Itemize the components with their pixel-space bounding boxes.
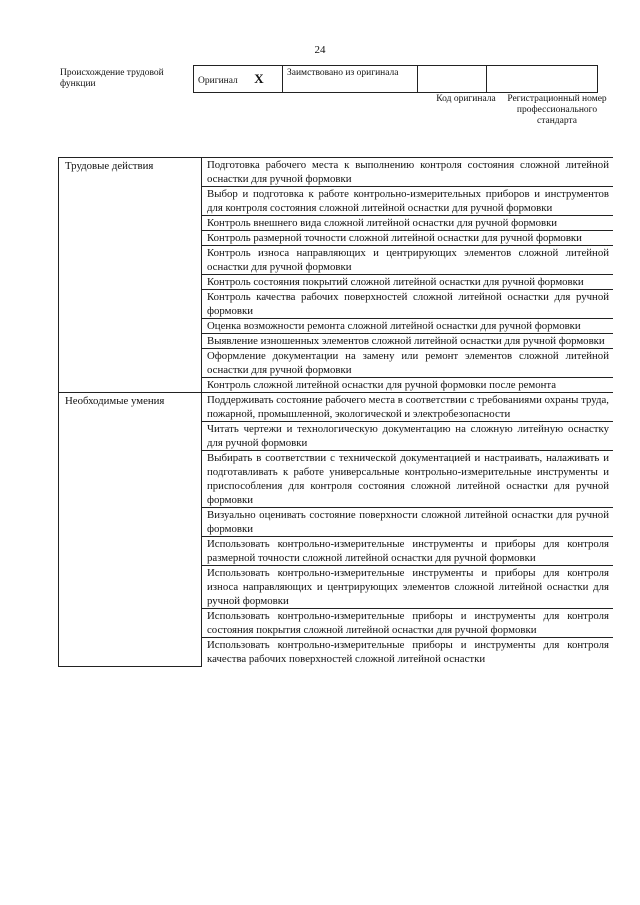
registration-caption: Регистрационный номер профессионального стандарта <box>507 94 607 126</box>
registration-number-cell <box>487 66 598 93</box>
code-caption: Код оригинала <box>436 94 496 104</box>
table-row <box>59 393 614 422</box>
section-label: Необходимые умения <box>59 393 202 667</box>
list-item: Контроль сложной литейной оснастки для ручной формовки после ремонта <box>202 378 614 393</box>
list-item: Выявление изношенных элементов сложной литейной оснастки для ручной формовки <box>202 334 614 349</box>
original-code-cell <box>418 66 487 93</box>
original-label: Оригинал <box>198 76 238 86</box>
original-mark: X <box>254 71 264 86</box>
original-cell <box>194 66 283 93</box>
borrowed-cell: Заимствовано из оригинала <box>283 66 418 93</box>
list-item: Использовать контрольно-измерительные инструменты и приборы для контроля износа направляющих и центрирующих элементов сложной литейной оснастки для ручной формовки <box>202 566 614 609</box>
list-item: Визуально оценивать состояние поверхности сложной литейной оснастки для ручной формовки <box>202 508 614 537</box>
list-item: Использовать контрольно-измерительные приборы и инструменты для контроля качества рабочих поверхностей сложной литейной оснастки <box>202 638 614 667</box>
list-item: Использовать контрольно-измерительные инструменты и приборы для контроля размерной точности сложной литейной оснастки для ручной формовки <box>202 537 614 566</box>
list-item: Оценка возможности ремонта сложной литейной оснастки для ручной формовки <box>202 319 614 334</box>
list-item: Выбирать в соответствии с технической документацией и настраивать, налаживать и подготавливать к работе универсальные контрольно-измерительные инструменты и приспособления для контроля состояния сложной литейной оснастки для ручной формовки <box>202 451 614 508</box>
list-item: Оформление документации на замену или ремонт элементов сложной литейной оснастки для ручной формовки <box>202 349 614 378</box>
list-item: Использовать контрольно-измерительные приборы и инструменты для контроля состояния покрытия сложной литейной оснастки для ручной формовки <box>202 609 614 638</box>
list-item: Контроль размерной точности сложной литейной оснастки для ручной формовки <box>202 231 614 246</box>
function-table-body <box>59 158 614 667</box>
list-item: Контроль состояния покрытий сложной литейной оснастки для ручной формовки <box>202 275 614 290</box>
list-item: Контроль внешнего вида сложной литейной оснастки для ручной формовки <box>202 216 614 231</box>
origin-label: Происхождение трудовой функции <box>60 68 164 89</box>
section-label: Трудовые действия <box>59 158 202 393</box>
list-item: Контроль качества рабочих поверхностей сложной литейной оснастки для ручной формовки <box>202 290 614 319</box>
list-item: Читать чертежи и технологическую документацию на сложную литейную оснастку для ручной формовки <box>202 422 614 451</box>
table-row <box>59 158 614 187</box>
origin-table <box>193 65 598 93</box>
list-item: Контроль износа направляющих и центрирующих элементов сложной литейной оснастки для ручной формовки <box>202 246 614 275</box>
function-table <box>58 157 613 667</box>
list-item: Поддерживать состояние рабочего места в соответствии с требованиями охраны труда, пожарной, промышленной, экологической и электробезопасности <box>202 393 614 422</box>
page-number: 24 <box>314 44 326 56</box>
list-item: Подготовка рабочего места к выполнению контроля состояния сложной литейной оснастки для ручной формовки <box>202 158 614 187</box>
list-item: Выбор и подготовка к работе контрольно-измерительных приборов и инструментов для контроля состояния сложной литейной оснастки для ручной формовки <box>202 187 614 216</box>
